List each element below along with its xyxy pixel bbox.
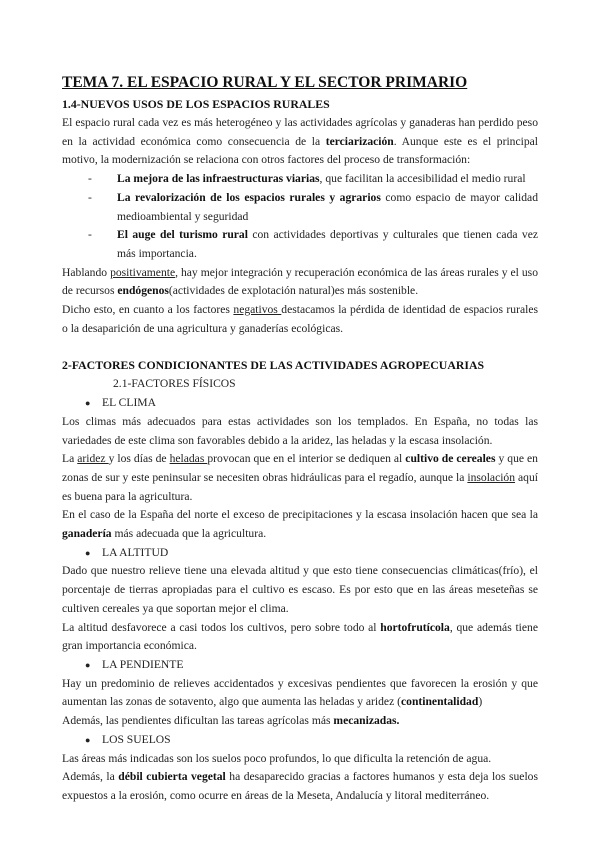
underlined-text: heladas	[169, 452, 208, 466]
dash-list-item	[62, 226, 538, 263]
paragraph	[62, 768, 538, 805]
bullet-icon: ●	[85, 734, 91, 745]
paragraph	[62, 450, 538, 506]
paragraph	[62, 675, 538, 712]
bold-text: mecanizadas.	[333, 714, 400, 728]
text-run: LOS SUELOS	[102, 732, 171, 746]
subsection-heading	[62, 375, 538, 394]
text-run: 2.1-FACTORES FÍSICOS	[113, 377, 236, 391]
text-run: , que facilitan la accesibilidad el medio rural	[319, 172, 526, 186]
text-run: provocan que en el interior se dediquen al	[207, 452, 406, 466]
bold-text: hortofrutícola	[380, 620, 450, 634]
text-run: con actividades deportivas y culturales que tienen cada vez más importancia.	[117, 228, 539, 260]
bold-text: La revalorización de los espacios rurales y agrarios	[117, 190, 381, 204]
dash-list-item	[62, 170, 538, 189]
text-run: LA ALTITUD	[102, 545, 169, 559]
text-run: Además, la	[62, 770, 119, 784]
bullet-heading	[62, 656, 538, 675]
text-run: (actividades de explotación natural)es más sostenible.	[168, 284, 419, 298]
text-run: , hay mejor integración y recuperación económica de las áreas rurales y el uso de recursos	[62, 265, 538, 298]
text-run: Dicho esto, en cuanto a los factores	[62, 303, 234, 317]
bold-text: terciarización	[325, 134, 394, 148]
text-run: TEMA 7. EL ESPACIO RURAL Y EL SECTOR PRIMARIO	[62, 74, 468, 91]
underlined-text: aridez	[77, 452, 109, 466]
text-run: Los climas más adecuados para estas actividades son los templados. En España, no todas las variedades de este clima son favorables debido a la aridez, las heladas y la escasa insolación.	[62, 414, 538, 447]
bullet-icon: ●	[85, 398, 91, 409]
paragraph	[62, 264, 538, 301]
bullet-heading	[62, 544, 538, 563]
paragraph	[62, 750, 538, 769]
bold-text: El auge del turismo rural	[117, 228, 248, 242]
text-run: más adecuada que la agricultura.	[111, 527, 267, 541]
text-run: La	[62, 452, 78, 466]
bold-text: continentalidad	[401, 695, 479, 709]
bullet-icon: ●	[85, 659, 91, 670]
text-run: )	[478, 695, 483, 709]
text-run: y que en zonas de sur y este peninsular se necesiten obras hidráulicas para el regadío, aunque la	[62, 452, 538, 484]
paragraph	[62, 413, 538, 450]
text-run: y los días de	[108, 452, 170, 466]
text-run: 2-FACTORES CONDICIONANTES DE LAS ACTIVIDADES AGROPECUARIAS	[62, 358, 485, 373]
underlined-text: negativos	[233, 303, 282, 317]
dash-marker: -	[88, 228, 92, 242]
bold-text: cultivo de cereales	[405, 452, 496, 466]
text-run: Las áreas más indicadas son los suelos poco profundos, lo que dificulta la retención de agua.	[62, 751, 492, 765]
dash-list-item	[62, 189, 538, 226]
paragraph	[62, 619, 538, 656]
text-run: , que además tiene gran importancia económica.	[62, 620, 538, 653]
paragraph	[62, 301, 538, 338]
bullet-heading	[62, 731, 538, 750]
dash-marker: -	[88, 172, 92, 186]
bold-text: ganadería	[62, 527, 112, 541]
text-run: Además, las pendientes dificultan las tareas agrícolas más	[62, 714, 334, 728]
bold-text: La mejora de las infraestructuras viarias	[117, 172, 320, 186]
underlined-text: positivamente	[110, 265, 176, 279]
document-title	[62, 72, 538, 94]
text-run: Hablando	[62, 265, 111, 279]
bullet-icon: ●	[85, 547, 91, 558]
bold-text: endógenos	[117, 284, 169, 298]
dash-marker: -	[88, 190, 92, 204]
underlined-text: insolación	[467, 470, 516, 484]
text-run: . Aunque este es el principal motivo, la modernización se relaciona con otros factores del proceso de transformación:	[62, 134, 538, 167]
bold-text: débil cubierta vegetal	[118, 770, 226, 784]
text-run: Hay un predominio de relieves accidentados y excesivas pendientes que favorecen la erosión y que aumentan las zonas de sotavento, algo que aumenta las heladas y aridez (	[62, 676, 538, 709]
text-run: destacamos la pérdida de identidad de espacios rurales o la desaparición de una agricultura y ganaderías ecológicas.	[62, 303, 538, 335]
paragraph	[62, 114, 538, 170]
paragraph	[62, 712, 538, 731]
text-run: La altitud desfavorece a casi todos los cultivos, pero sobre todo al	[62, 620, 381, 634]
text-run: EL CLIMA	[102, 396, 156, 410]
text-run: Dado que nuestro relieve tiene una elevada altitud y que esto tiene consecuencias climáticas(frío), el porcentaje de tierras apropiadas para el cultivo es escaso. Es por esto que en las áreas meseteñas se cultiven cereales ya que soportan mejor el clima.	[62, 564, 538, 615]
text-run: como espacio de mayor calidad medioambiental y seguridad	[117, 190, 538, 223]
text-run: En el caso de la España del norte el exceso de precipitaciones y la escasa insolación hacen que sea la	[62, 508, 538, 522]
document-page	[62, 72, 538, 806]
text-run: ha desaparecido gracias a factores humanos y esta deja los suelos expuestos a la erosión, como ocurre en áreas de la Meseta, Andalucía y litoral mediterráneo.	[62, 770, 538, 802]
text-run: LA PENDIENTE	[102, 657, 184, 671]
paragraph	[62, 562, 538, 618]
section-heading	[62, 95, 538, 114]
paragraph	[62, 506, 538, 543]
text-run: aquí es buena para la agricultura.	[62, 470, 539, 503]
text-run: El espacio rural cada vez es más heterogéneo y las actividades agrícolas y ganaderas han perdido peso en la actividad económica como consecuencia de la	[62, 116, 538, 148]
text-run: 1.4-NUEVOS USOS DE LOS ESPACIOS RURALES	[62, 97, 330, 111]
bullet-heading	[62, 394, 538, 413]
section-heading	[62, 356, 538, 375]
